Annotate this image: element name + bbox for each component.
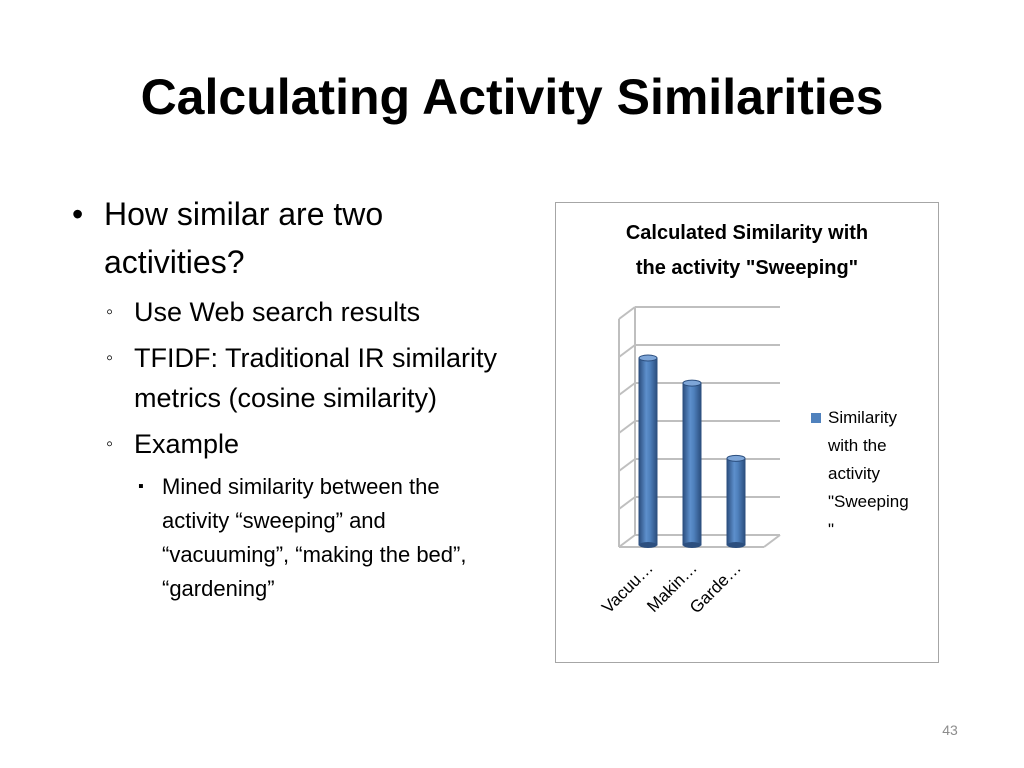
bullet-level3 [72, 470, 502, 606]
gridline-diagonal [619, 383, 635, 395]
legend-label-line: "Sweeping [828, 492, 909, 511]
bullet-text: Use Web search results [134, 297, 421, 327]
bullet-level2 [72, 424, 502, 464]
bar-cap [639, 355, 657, 361]
legend-swatch [811, 413, 821, 423]
bar-base [727, 542, 745, 548]
floor-right-edge [764, 535, 780, 547]
bullet-text: TFIDF: Traditional IR similarity metrics (cosine similarity) [134, 343, 498, 413]
bar [727, 458, 745, 545]
legend-label-line: Similarity [828, 408, 897, 427]
chart-title-line: Calculated Similarity with [625, 222, 869, 244]
legend-label-line: activity [828, 464, 880, 483]
bar-chart [556, 203, 938, 662]
chart-title-line: the activity "Sweeping" [635, 257, 859, 279]
chart-frame [555, 202, 939, 663]
gridline-diagonal [619, 345, 635, 357]
bullet-text: Example [134, 429, 240, 459]
bullet-square-icon: ▪ [138, 478, 144, 495]
legend-label-line: with the [828, 436, 887, 455]
bar [639, 358, 657, 545]
bar-base [683, 542, 701, 548]
slide-title: Calculating Activity Similarities [140, 69, 884, 125]
page-number: 43 [942, 722, 958, 738]
bullet-dot-icon: • [72, 196, 84, 232]
gridline-diagonal [619, 459, 635, 471]
bar [683, 383, 701, 545]
legend-label-line: " [828, 520, 835, 539]
bullet-circle-icon: ◦ [106, 433, 114, 455]
bullet-level2 [72, 292, 502, 332]
bar-cap [727, 455, 745, 461]
category-label: Makin… [643, 558, 701, 616]
bullet-circle-icon: ◦ [106, 347, 114, 369]
gridline-diagonal [619, 535, 635, 547]
category-label: Garde… [685, 558, 745, 618]
slide-content [72, 190, 502, 606]
bullet-text: Mined similarity between the activity “sweeping” and “vacuuming”, “making the bed”, “gardening” [162, 474, 467, 601]
bullet-level2 [72, 338, 502, 418]
bullet-level1 [72, 190, 502, 286]
bar-base [639, 542, 657, 548]
gridline-diagonal [619, 421, 635, 433]
bullet-text: How similar are two activities? [104, 196, 384, 280]
gridline-diagonal [619, 307, 635, 319]
bar-cap [683, 380, 701, 386]
gridline-diagonal [619, 497, 635, 509]
category-label: Vacuu… [598, 558, 657, 618]
bullet-circle-icon: ◦ [106, 301, 114, 323]
